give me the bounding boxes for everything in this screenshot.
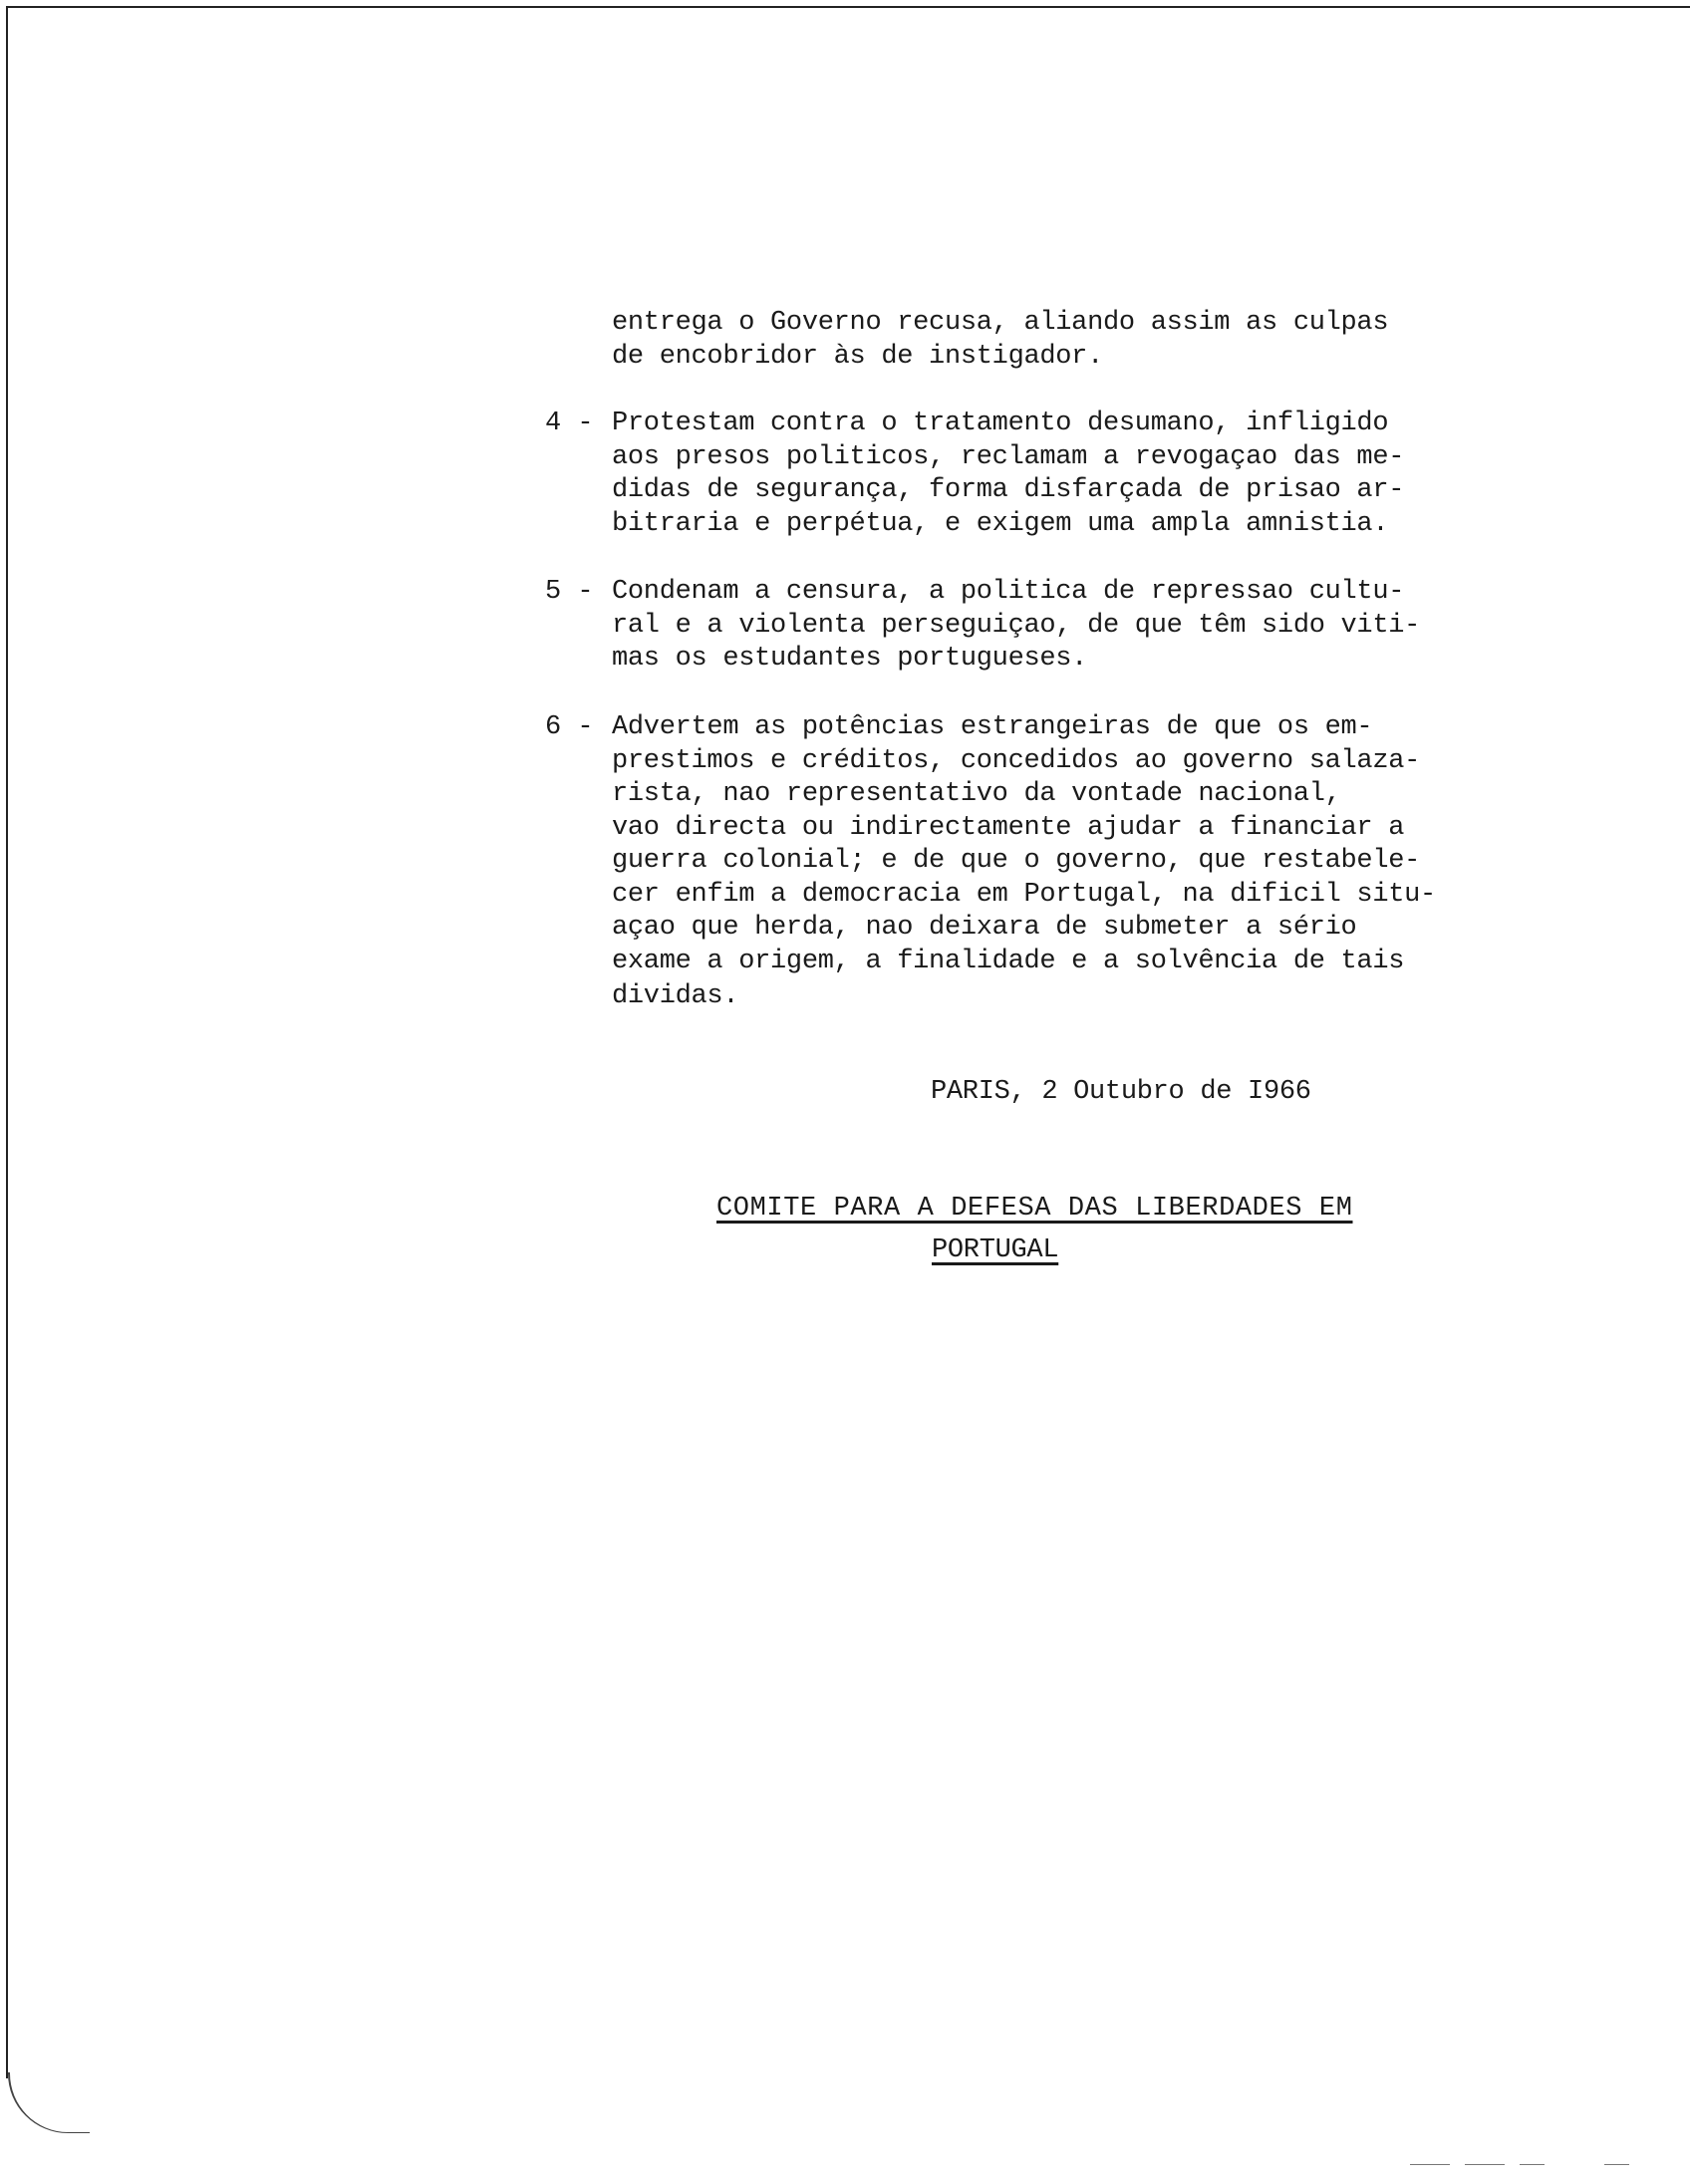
text-line: de encobridor às de instigador.	[612, 342, 1103, 372]
dateline: PARIS, 2 Outubro de I966	[931, 1077, 1311, 1107]
text-line: entrega o Governo recusa, aliando assim as culpas	[612, 308, 1389, 338]
scan-mark	[1410, 2164, 1450, 2165]
signature-line-1: COMITE PARA A DEFESA DAS LIBERDADES EM	[716, 1194, 1353, 1224]
text-line: rista, nao representativo da vontade nacional,	[612, 779, 1341, 809]
text-line: guerra colonial; e de que o governo, que restabele-	[612, 846, 1421, 876]
text-line: Protestam contra o tratamento desumano, infligido	[612, 409, 1389, 438]
text-line: açao que herda, nao deixara de submeter a sério	[612, 913, 1357, 943]
text-line: Advertem as potências estrangeiras de que os em-	[612, 712, 1373, 742]
item-number: 5 -	[545, 577, 594, 607]
scan-mark	[1465, 2164, 1505, 2165]
page-corner-curl	[8, 2072, 90, 2133]
text-line: prestimos e créditos, concedidos ao governo salaza-	[612, 746, 1421, 776]
text-line: cer enfim a democracia em Portugal, na dificil situ-	[612, 880, 1436, 910]
item-number: 4 -	[545, 409, 594, 438]
text-line: vao directa ou indirectamente ajudar a financiar a	[612, 813, 1405, 843]
text-line: bitraria e perpétua, e exigem uma ampla amnistia.	[612, 509, 1389, 539]
text-line: didas de segurança, forma disfarçada de prisao ar-	[612, 475, 1405, 505]
text-line: Condenam a censura, a politica de repressao cultu-	[612, 577, 1405, 607]
text-line: ral e a violenta perseguiçao, de que têm sido viti-	[612, 611, 1421, 641]
item-number: 6 -	[545, 712, 594, 742]
scan-mark	[1604, 2164, 1629, 2165]
signature-line-2: PORTUGAL	[932, 1235, 1059, 1265]
text-line: mas os estudantes portugueses.	[612, 644, 1088, 674]
text-line: dividas.	[612, 981, 739, 1011]
page-edge-top	[6, 6, 1690, 8]
page-edge-left	[6, 6, 8, 2078]
text-line: aos presos politicos, reclamam a revogaçao das me-	[612, 442, 1405, 472]
scan-mark	[1520, 2164, 1545, 2165]
text-line: exame a origem, a finalidade e a solvência de tais	[612, 947, 1405, 976]
